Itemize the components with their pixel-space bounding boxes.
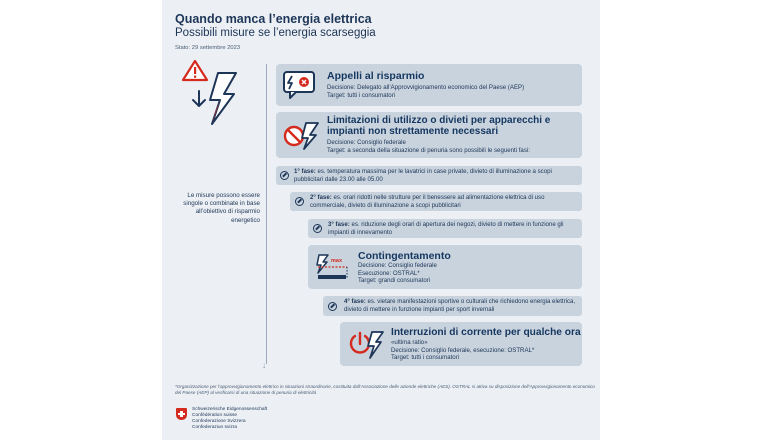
phase-2 [290,192,582,211]
card-interruzioni-quote: «ultima ratio» [391,339,428,346]
organization-name [192,407,267,431]
prohibited-icon [280,171,289,180]
phase-4-label: 4° fase: [344,298,366,305]
card-interruzioni-target: Target: tutti i consumatori [391,354,460,361]
phase-2-text: es. orari ridotti nelle strutture per il benessere ad alimentazione elettrica di uso commerciale, divieto di illuminazione a scopi pubblicitari [310,194,545,209]
max-label: max [331,258,343,264]
prohibited-icon [313,224,322,233]
prohibited-lightning-icon [281,119,321,151]
prohibited-icon [328,302,337,311]
phase-4-text: es. vietare manifestazioni sportive o culturali che richiedono energia elettrica, divieto di mettere in funzione impianti per sport invernali [344,298,576,313]
arrow-down-icon [193,91,205,106]
status-date: Stato: 29 settembre 2023 [175,45,241,51]
card-appelli-title: Appelli al risparmio [327,70,425,82]
card-limitazioni-target: Target: a seconda della situazione di penuria sono possibili le seguenti fasi: [327,147,530,154]
page-title: Quando manca l’energia elettrica [175,12,372,26]
card-interruzioni-decision: Decisione: Consiglio federale, esecuzione: OSTRAL* [391,346,535,354]
phase-1 [276,166,582,185]
warning-lightning-icon [180,58,240,128]
card-contingentamento-decision: Decisione: Consiglio federale [358,262,437,269]
timeline-line [266,64,267,364]
phase-2-label: 2° fase: [310,194,332,201]
card-limitazioni [276,112,582,158]
phase-3-text: es. riduzione degli orari di apertura dei negozi, divieto di mettere in funzione gli impianti di innevamento [328,221,564,236]
card-appelli-target: Target: tutti i consumatori [327,92,396,99]
org-line-fr: Confédération suisse [192,413,238,418]
prohibited-icon [295,197,304,206]
power-lightning-icon [346,330,386,360]
card-contingentamento-title: Contingentamento [358,250,451,262]
card-appelli [276,64,582,106]
card-contingentamento-execution: Esecuzione: OSTRAL* [358,269,420,277]
card-interruzioni-title: Interruzioni di corrente per qualche ora [391,327,581,338]
sidebar-note: Le misure possono essere singole o combinate in base all’obiettivo di risparmio energetico [183,192,260,224]
card-contingentamento [308,245,582,289]
org-line-de: Schweizerische Eidgenossenschaft [192,407,268,412]
footnote: *Organizzazione per l’approvvigionamento elettrico in situazioni straordinarie, costituita dall’Associazione delle aziende elettriche (AES). OSTRAL si attiva su disposizione dell’Approvvigionamento economico del Paese (AEP) al verificarsi di una situazione di penuria di elettricità [175,384,595,395]
card-appelli-decision: Decisione: Delegato all’Approvvigionamento economico del Paese (AEP) [327,84,525,91]
swiss-cross-logo [176,408,187,420]
card-interruzioni [340,322,582,366]
phase-3 [308,219,582,238]
page-subtitle: Possibili misure se l’energia scarseggia [175,27,376,39]
org-line-it: Confederazione Svizzera [192,419,246,424]
card-limitazioni-title: Limitazioni di utilizzo o divieti per apparecchi e impianti non strettamente necessari [327,115,551,138]
card-limitazioni-decision: Decisione: Consiglio federale [327,139,406,146]
card-contingentamento-target: Target: grandi consumatori [358,277,431,284]
phase-1-text: es. temperatura massima per le lavatrici in case private, divieto di illuminazione a scopi pubblicitari dalle 23.00 alle 05.00 [294,168,552,183]
org-line-rm: Confederaziun svizra [192,425,238,430]
phase-3-label: 3° fase: [328,221,350,228]
speech-bubble-icon [282,70,318,100]
phase-1-label: 1° fase: [294,168,316,175]
lightning-icon [210,73,236,124]
timeline-arrow-icon: ↓ [262,361,266,370]
phase-4 [323,296,582,316]
